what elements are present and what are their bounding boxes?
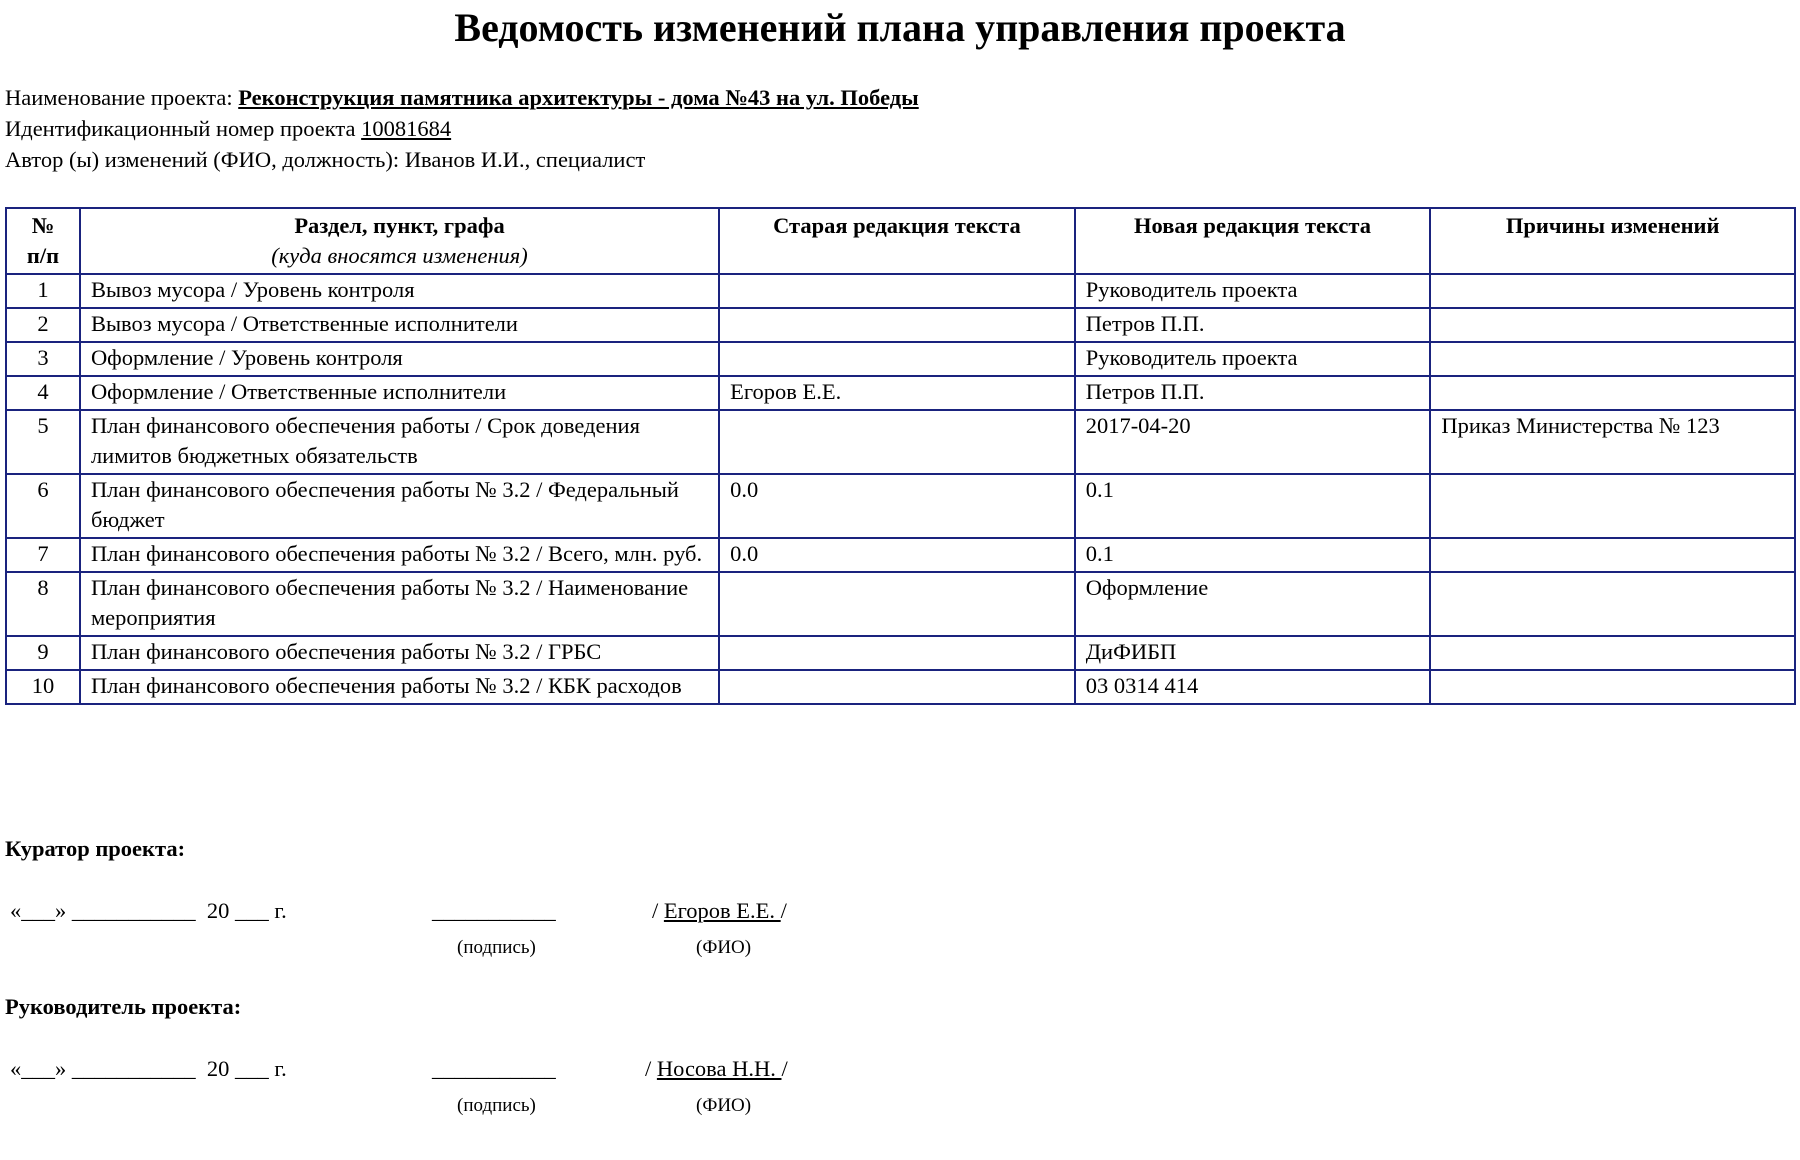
header-num-line2: п/п — [26, 243, 60, 268]
row-num: 7 — [6, 538, 80, 572]
row-reason — [1430, 572, 1795, 636]
table-row — [6, 308, 1795, 342]
changes-table — [5, 207, 1796, 705]
row-section: Вывоз мусора / Уровень контроля — [80, 274, 719, 308]
row-section: План финансового обеспечения работы / Срок доведения лимитов бюджетных обязательств — [80, 410, 719, 474]
manager-name-prefix: / — [645, 1056, 657, 1081]
row-num: 9 — [6, 636, 80, 670]
row-section: Вывоз мусора / Ответственные исполнители — [80, 308, 719, 342]
header-section-line2: (куда вносятся изменения) — [271, 243, 528, 268]
header-reason: Причины изменений — [1430, 208, 1795, 274]
row-reason — [1430, 474, 1795, 538]
row-reason — [1430, 670, 1795, 704]
table-row — [6, 474, 1795, 538]
row-old — [719, 670, 1075, 704]
table-row — [6, 636, 1795, 670]
curator-name-caption: (ФИО) — [696, 937, 752, 958]
project-info — [5, 82, 919, 175]
header-new-text: Новая редакция текста — [1075, 208, 1431, 274]
row-new: 0.1 — [1075, 538, 1431, 572]
row-old — [719, 572, 1075, 636]
curator-name-suffix: / — [780, 898, 787, 923]
header-num — [6, 208, 80, 274]
row-section: План финансового обеспечения работы № 3.2 / Федеральный бюджет — [80, 474, 719, 538]
header-num-line1: № — [31, 213, 55, 238]
row-reason: Приказ Министерства № 123 — [1430, 410, 1795, 474]
row-old — [719, 410, 1075, 474]
table-row — [6, 342, 1795, 376]
row-num: 5 — [6, 410, 80, 474]
row-section: Оформление / Уровень контроля — [80, 342, 719, 376]
manager-name-caption: (ФИО) — [696, 1095, 752, 1116]
row-old: 0.0 — [719, 538, 1075, 572]
row-old — [719, 342, 1075, 376]
row-reason — [1430, 376, 1795, 410]
curator-name-field — [652, 898, 787, 924]
curator-date-line: «___» ___________ 20 ___ г. — [10, 898, 287, 923]
table-header-row — [6, 208, 1795, 274]
row-reason — [1430, 636, 1795, 670]
row-old — [719, 308, 1075, 342]
row-new: 03 0314 414 — [1075, 670, 1431, 704]
manager-name-field — [645, 1056, 788, 1082]
table-row — [6, 376, 1795, 410]
row-new: Руководитель проекта — [1075, 342, 1431, 376]
row-new: 0.1 — [1075, 474, 1431, 538]
row-num: 4 — [6, 376, 80, 410]
row-old — [719, 274, 1075, 308]
project-id-value: 10081684 — [361, 116, 452, 141]
row-num: 2 — [6, 308, 80, 342]
table-row — [6, 572, 1795, 636]
header-section-line1: Раздел, пункт, графа — [294, 213, 505, 238]
author-line — [5, 144, 919, 175]
row-section: Оформление / Ответственные исполнители — [80, 376, 719, 410]
curator-sign-line: ___________ — [432, 898, 556, 923]
header-old-text: Старая редакция текста — [719, 208, 1075, 274]
manager-name-suffix: / — [781, 1056, 788, 1081]
manager-name: Носова Н.Н. — [656, 1056, 782, 1081]
author-value: Иванов И.И., специалист — [404, 147, 646, 172]
manager-sign-caption: (подпись) — [457, 1095, 536, 1116]
row-section: План финансового обеспечения работы № 3.2 / Всего, млн. руб. — [80, 538, 719, 572]
manager-heading: Руководитель проекта: — [5, 994, 242, 1019]
project-name-line — [5, 82, 919, 113]
document-title: Ведомость изменений плана управления проекта — [454, 5, 1346, 50]
project-name-label: Наименование проекта: — [5, 85, 233, 110]
row-num: 3 — [6, 342, 80, 376]
row-new: ДиФИБП — [1075, 636, 1431, 670]
row-num: 6 — [6, 474, 80, 538]
row-old — [719, 636, 1075, 670]
row-reason — [1430, 538, 1795, 572]
row-new: Оформление — [1075, 572, 1431, 636]
row-reason — [1430, 274, 1795, 308]
row-new: 2017-04-20 — [1075, 410, 1431, 474]
curator-sign-caption: (подпись) — [457, 937, 536, 958]
project-id-line — [5, 113, 919, 144]
row-reason — [1430, 342, 1795, 376]
row-section: План финансового обеспечения работы № 3.2 / ГРБС — [80, 636, 719, 670]
row-section: План финансового обеспечения работы № 3.2 / Наименование мероприятия — [80, 572, 719, 636]
table-row — [6, 670, 1795, 704]
row-new: Руководитель проекта — [1075, 274, 1431, 308]
curator-name-prefix: / — [652, 898, 664, 923]
table-row — [6, 410, 1795, 474]
manager-sign-line: ___________ — [432, 1056, 556, 1081]
project-id-label: Идентификационный номер проекта — [5, 116, 356, 141]
row-num: 10 — [6, 670, 80, 704]
author-label: Автор (ы) изменений (ФИО, должность): — [5, 147, 400, 172]
header-section — [80, 208, 719, 274]
project-name-value: Реконструкция памятника архитектуры - дома №43 на ул. Победы — [238, 85, 919, 110]
row-old: 0.0 — [719, 474, 1075, 538]
row-num: 1 — [6, 274, 80, 308]
curator-name: Егоров Е.Е. — [663, 898, 781, 923]
table-row — [6, 274, 1795, 308]
row-new: Петров П.П. — [1075, 376, 1431, 410]
row-new: Петров П.П. — [1075, 308, 1431, 342]
table-row — [6, 538, 1795, 572]
curator-heading: Куратор проекта: — [5, 836, 186, 861]
manager-date-line: «___» ___________ 20 ___ г. — [10, 1056, 287, 1081]
row-old: Егоров Е.Е. — [719, 376, 1075, 410]
row-reason — [1430, 308, 1795, 342]
row-num: 8 — [6, 572, 80, 636]
row-section: План финансового обеспечения работы № 3.2 / КБК расходов — [80, 670, 719, 704]
